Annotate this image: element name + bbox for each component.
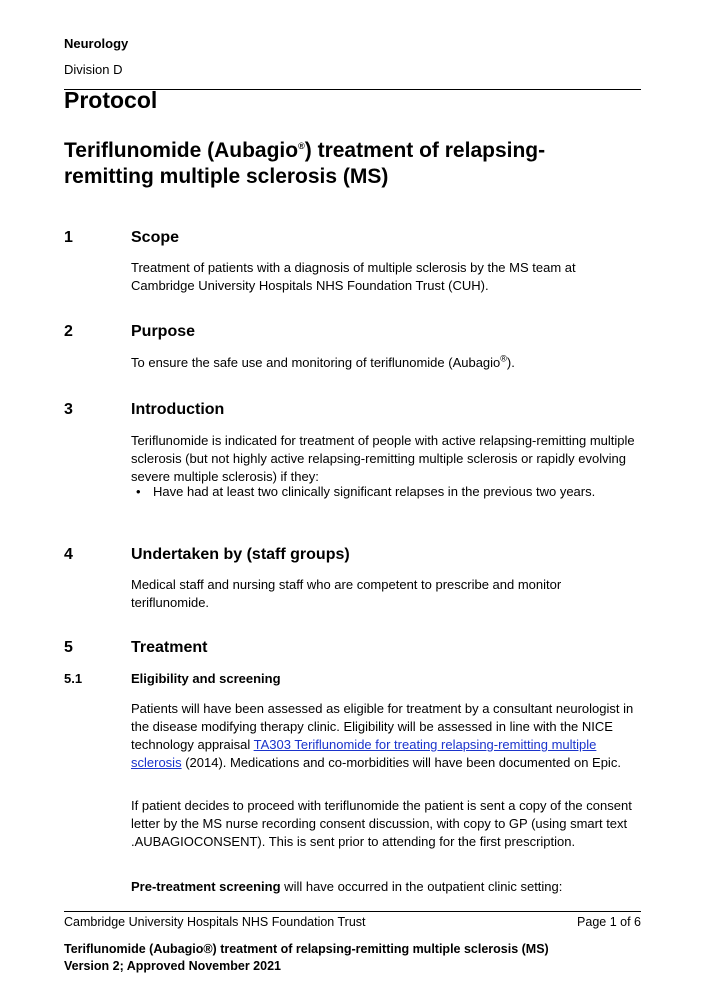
- section-5-1-paragraph-1: Patients will have been assessed as eligible for treatment by a consultant neurologist in the disease modifying therapy clinic. Eligibility will be assessed in line with the NICE technology appraisal TA303 Teriflunomide for treating relapsing-remitting multiple sclerosis (2014). Medications and co-morbidities will have been documented on Epic.: [131, 701, 634, 770]
- section-2-number: 2: [64, 323, 73, 340]
- section-4-heading: Undertaken by (staff groups): [131, 546, 350, 563]
- section-2-text: To ensure the safe use and monitoring of teriflunomide (Aubagio®).: [131, 353, 515, 370]
- division: Division D: [64, 62, 123, 77]
- department: Neurology: [64, 36, 129, 51]
- document-type: Protocol: [64, 87, 158, 113]
- list-item: • Have had at least two clinically significant relapses in the previous two years.: [136, 484, 596, 499]
- section-3-heading: Introduction: [131, 401, 225, 418]
- footer-organisation: Cambridge University Hospitals NHS Foundation Trust: [64, 915, 366, 929]
- section-1-text: Treatment of patients with a diagnosis of multiple sclerosis by the MS team at Cambridge University Hospitals NHS Foundation Trust (CUH).: [131, 260, 576, 293]
- footer-version: Version 2; Approved November 2021: [64, 959, 281, 973]
- section-5-heading: Treatment: [131, 639, 208, 656]
- section-5-number: 5: [64, 639, 73, 656]
- section-3-number: 3: [64, 401, 73, 418]
- footer-rule: [64, 911, 641, 912]
- nice-ta303-link[interactable]: TA303 Teriflunomide for treating relapsing-remitting multiple sclerosis: [131, 737, 597, 770]
- section-4-text: Medical staff and nursing staff who are competent to prescribe and monitor teriflunomide.: [131, 577, 562, 610]
- footer-document-title: Teriflunomide (Aubagio®) treatment of relapsing-remitting multiple sclerosis (MS): [64, 942, 549, 956]
- subsection-5-1-heading: Eligibility and screening: [131, 671, 281, 686]
- section-5-1-paragraph-3: Pre-treatment screening will have occurred in the outpatient clinic setting:: [131, 879, 563, 894]
- section-4-number: 4: [64, 546, 73, 563]
- page-title: Teriflunomide (Aubagio®) treatment of relapsing-remitting multiple sclerosis (MS): [64, 139, 546, 188]
- section-2-heading: Purpose: [131, 323, 196, 340]
- subsection-5-1-number: 5.1: [64, 671, 83, 686]
- bullet-icon: •: [136, 484, 141, 499]
- section-5-1-paragraph-2: If patient decides to proceed with teriflunomide the patient is sent a copy of the consent letter by the MS nurse recording consent discussion, with copy to GP (using smart text .AUBAGIOCONSENT). This is sent prior to attending for the first prescription.: [131, 798, 632, 849]
- section-1-heading: Scope: [131, 229, 180, 246]
- section-3-text: Teriflunomide is indicated for treatment of people with active relapsing-remitting multiple sclerosis (but not highly active relapsing-remitting multiple sclerosis or rapidly evolving severe multiple sclerosis) if they:: [131, 433, 635, 484]
- page-number: Page 1 of 6: [577, 915, 641, 929]
- section-1-number: 1: [64, 229, 73, 246]
